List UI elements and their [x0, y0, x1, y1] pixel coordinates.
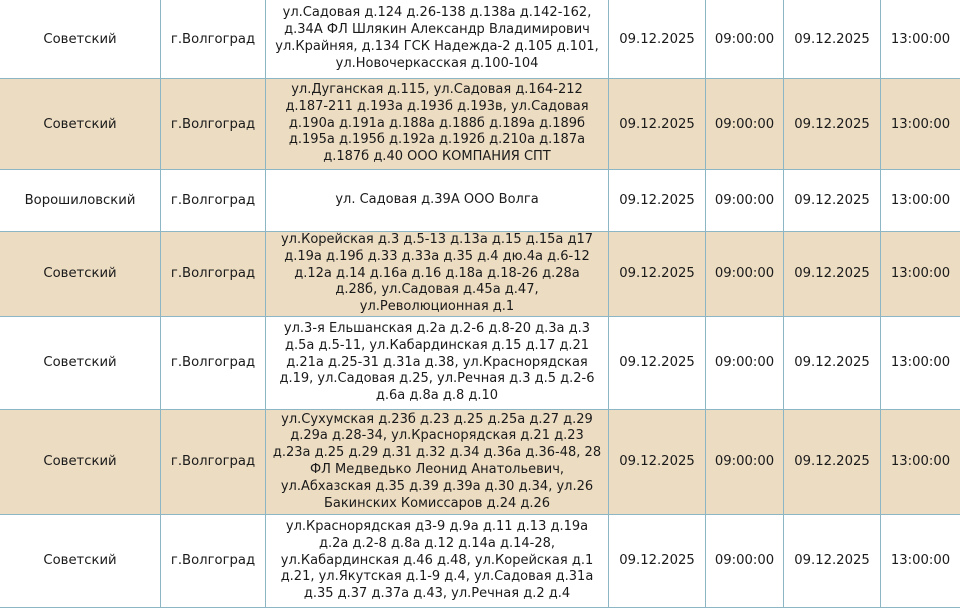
city-cell: г.Волгоград	[161, 316, 266, 409]
start-date-cell: 09.12.2025	[609, 409, 706, 514]
city-cell: г.Волгоград	[161, 409, 266, 514]
start-date-cell: 09.12.2025	[609, 0, 706, 79]
city-cell: г.Волгоград	[161, 79, 266, 170]
table-row	[0, 170, 960, 232]
end-time-cell: 13:00:00	[881, 409, 960, 514]
district-cell: Советский	[0, 514, 161, 607]
start-time-cell: 09:00:00	[706, 409, 784, 514]
end-date-cell: 09.12.2025	[784, 0, 881, 79]
start-time-cell: 09:00:00	[706, 514, 784, 607]
address-cell: ул.Корейская д.3 д.5-13 д.13а д.15 д.15а д17 д.19а д.19б д.33 д.33а д.35 д.4 дю.4а д.6-12 д.12а д.14 д.16а д.16 д.18а д.18-26 д.28а д.28б, ул.Садовая д.45а д.47, ул.Революционная д.1	[266, 232, 609, 317]
end-date-cell: 09.12.2025	[784, 232, 881, 317]
start-time-cell: 09:00:00	[706, 170, 784, 232]
end-date-cell: 09.12.2025	[784, 79, 881, 170]
end-time-cell: 13:00:00	[881, 514, 960, 607]
city-cell: г.Волгоград	[161, 170, 266, 232]
table-row	[0, 316, 960, 409]
end-date-cell: 09.12.2025	[784, 316, 881, 409]
district-cell: Советский	[0, 409, 161, 514]
city-cell: г.Волгоград	[161, 0, 266, 79]
end-time-cell: 13:00:00	[881, 79, 960, 170]
start-time-cell: 09:00:00	[706, 0, 784, 79]
end-time-cell: 13:00:00	[881, 0, 960, 79]
district-cell: Советский	[0, 316, 161, 409]
start-date-cell: 09.12.2025	[609, 316, 706, 409]
district-cell: Советский	[0, 0, 161, 79]
table-row	[0, 232, 960, 317]
district-cell: Советский	[0, 232, 161, 317]
start-date-cell: 09.12.2025	[609, 79, 706, 170]
start-date-cell: 09.12.2025	[609, 514, 706, 607]
end-time-cell: 13:00:00	[881, 170, 960, 232]
address-cell: ул. Садовая д.39А ООО Волга	[266, 170, 609, 232]
city-cell: г.Волгоград	[161, 514, 266, 607]
start-date-cell: 09.12.2025	[609, 170, 706, 232]
address-cell: ул.Краснорядская д3-9 д.9а д.11 д.13 д.19а д.2а д.2-8 д.8а д.12 д.14а д.14-28, ул.Кабардинская д.46 д.48, ул.Корейская д.1 д.21, ул.Якутская д.1-9 д.4, ул.Садовая д.31а д.35 д.37 д.37а д.43, ул.Речная д.2 д.4	[266, 514, 609, 607]
end-time-cell: 13:00:00	[881, 232, 960, 317]
address-cell: ул.Садовая д.124 д.26-138 д.138а д.142-162, д.34А ФЛ Шлякин Александр Владимирович ул.Крайняя, д.134 ГСК Надежда-2 д.105 д.101, ул.Новочеркасская д.100-104	[266, 0, 609, 79]
end-time-cell: 13:00:00	[881, 316, 960, 409]
district-cell: Советский	[0, 79, 161, 170]
start-time-cell: 09:00:00	[706, 316, 784, 409]
address-cell: ул.3-я Ельшанская д.2а д.2-6 д.8-20 д.3а д.3 д.5а д.5-11, ул.Кабардинская д.15 д.17 д.21 д.21а д.25-31 д.31а д.38, ул.Краснорядская д.19, ул.Садовая д.25, ул.Речная д.3 д.5 д.2-6 д.6а д.8а д.8 д.10	[266, 316, 609, 409]
end-date-cell: 09.12.2025	[784, 170, 881, 232]
end-date-cell: 09.12.2025	[784, 514, 881, 607]
table-row	[0, 0, 960, 79]
table-row	[0, 409, 960, 514]
table-row	[0, 514, 960, 607]
start-time-cell: 09:00:00	[706, 232, 784, 317]
address-cell: ул.Сухумская д.23б д.23 д.25 д.25а д.27 д.29 д.29а д.28-34, ул.Краснорядская д.21 д.23 д.23а д.25 д.29 д.31 д.32 д.34 д.36а д.36-48, 28 ФЛ Медведько Леонид Анатольевич, ул.Абхазская д.35 д.39 д.39а д.30 д.34, ул.26 Бакинских Комиссаров д.24 д.26	[266, 409, 609, 514]
address-cell: ул.Дуганская д.115, ул.Садовая д.164-212 д.187-211 д.193а д.193б д.193в, ул.Садовая д.190а д.191а д.188а д.188б д.189а д.189б д.195а д.195б д.192а д.192б д.210а д.187а д.187б д.40 ООО КОМПАНИЯ СПТ	[266, 79, 609, 170]
start-time-cell: 09:00:00	[706, 79, 784, 170]
city-cell: г.Волгоград	[161, 232, 266, 317]
table-row	[0, 79, 960, 170]
start-date-cell: 09.12.2025	[609, 232, 706, 317]
district-cell: Ворошиловский	[0, 170, 161, 232]
end-date-cell: 09.12.2025	[784, 409, 881, 514]
